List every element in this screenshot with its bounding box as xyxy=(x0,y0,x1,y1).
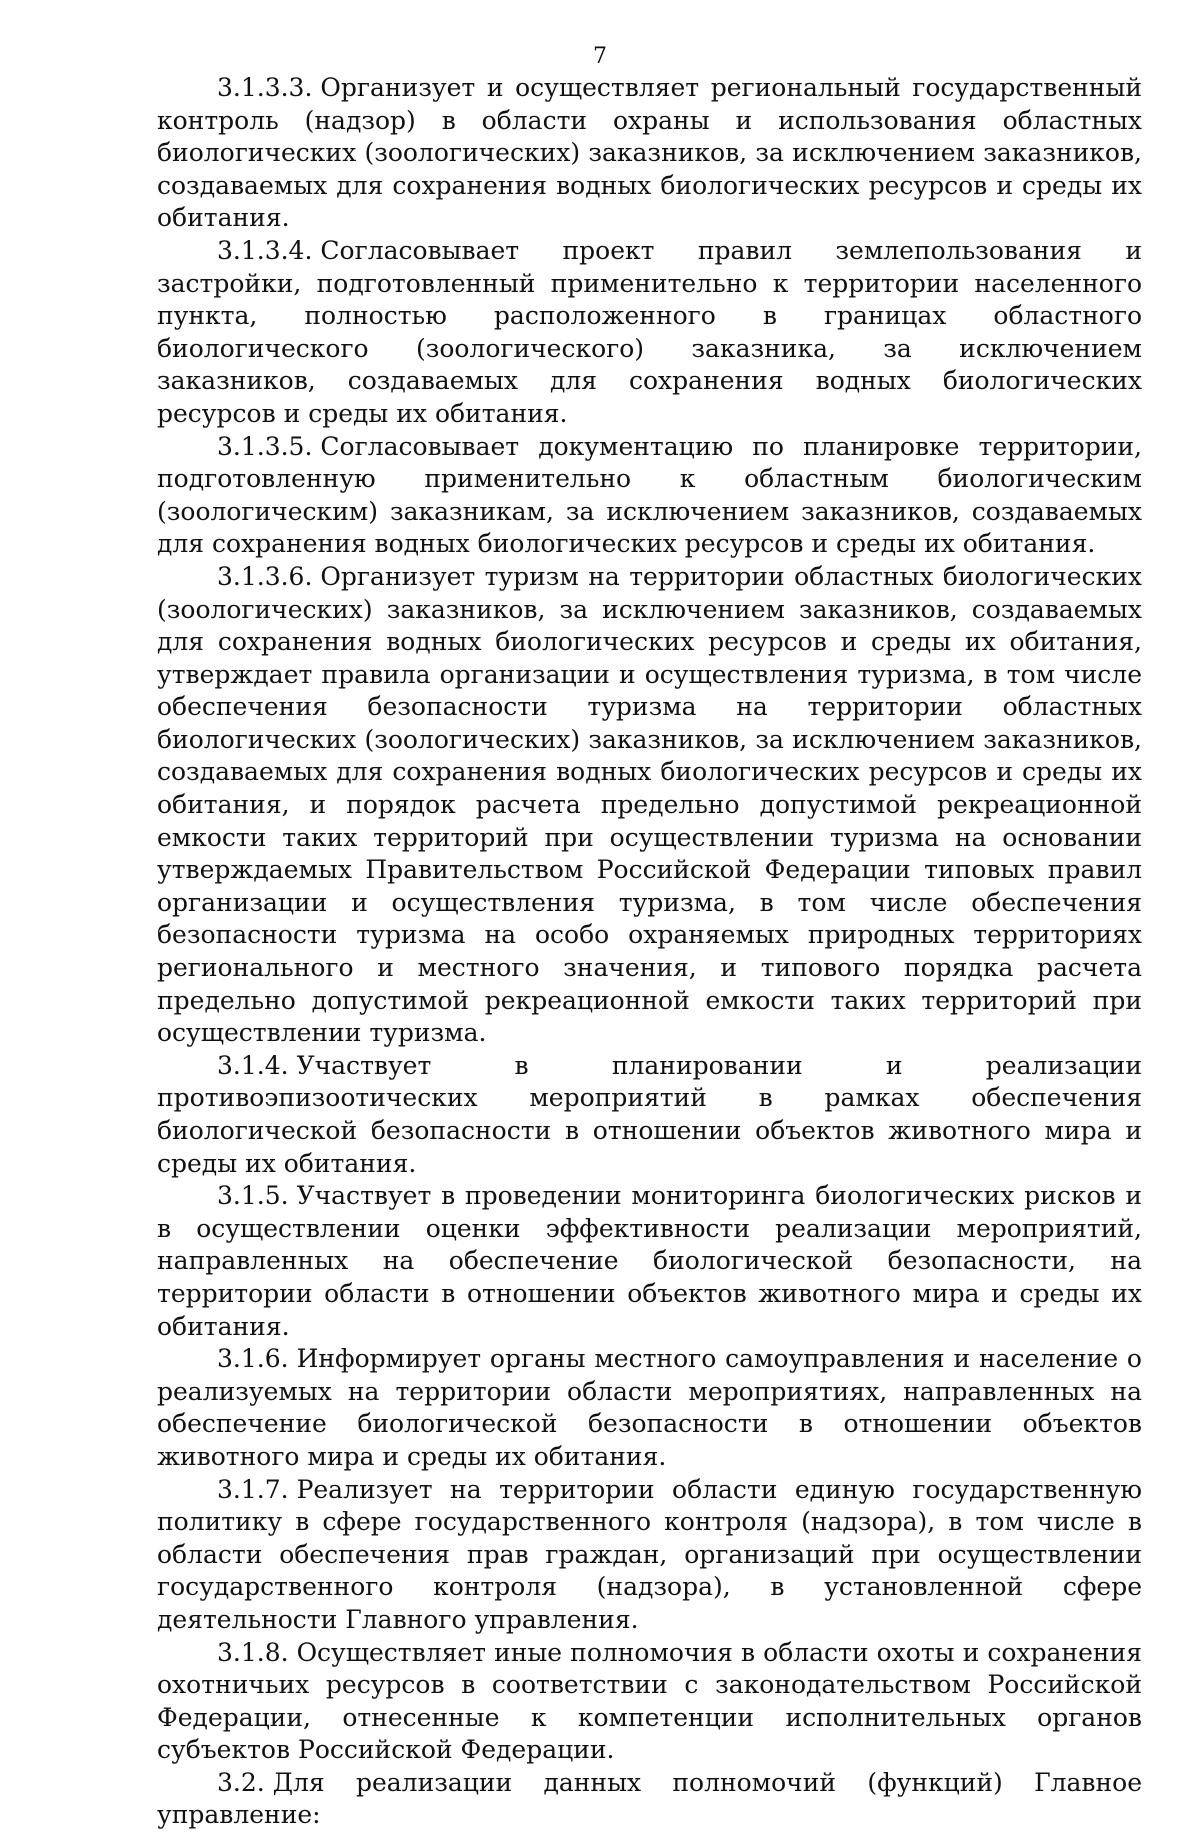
clause-number: 3.1.3.4. xyxy=(217,235,313,265)
clause-text: Реализует на территории области единую государственную политику в сфере государственного контроля (надзора), в том числе в области обеспечения прав граждан, организаций при осуществлении государственного контроля (надзора), в установленной сфере деятельности Главного управления. xyxy=(157,1474,1142,1634)
clause-number: 3.1.5. xyxy=(217,1181,289,1211)
paragraph-3-1-8 xyxy=(157,1637,1142,1767)
clause-text: Участвует в проведении мониторинга биологических рисков и в осуществлении оценки эффективности реализации мероприятий, направленных на обеспечение биологической безопасности, на территории области в отношении объектов животного мира и среды их обитания. xyxy=(157,1181,1142,1341)
paragraph-3-1-3-3 xyxy=(157,72,1142,235)
paragraph-3-2 xyxy=(157,1767,1142,1832)
clause-number: 3.1.3.3. xyxy=(217,73,313,102)
paragraph-3-1-7 xyxy=(157,1474,1142,1637)
clause-number: 3.1.8. xyxy=(217,1637,289,1667)
clause-text: Согласовывает проект правил землепользования и застройки, подготовленный применительно к территории населенного пункта, полностью расположенного в границах областного биологического (зоологического) заказника, за исключением заказников, создаваемых для сохранения водных биологических ресурсов и среды их обитания. xyxy=(157,235,1142,428)
paragraph-3-1-6 xyxy=(157,1343,1142,1473)
clause-number: 3.1.4. xyxy=(217,1050,289,1080)
clause-number: 3.1.3.6. xyxy=(217,561,313,591)
paragraph-3-1-5 xyxy=(157,1180,1142,1343)
paragraph-3-1-3-5 xyxy=(157,431,1142,561)
clause-number: 3.1.6. xyxy=(217,1344,289,1374)
clause-number: 3.2. xyxy=(217,1767,265,1797)
clause-text: Организует и осуществляет региональный государственный контроль (надзор) в области охраны и использования областных биологических (зоологических) заказников, за исключением заказников, создаваемых для сохранения водных биологических ресурсов и среды их обитания. xyxy=(157,73,1142,233)
paragraph-3-1-3-4 xyxy=(157,235,1142,431)
page-number: 7 xyxy=(593,44,607,69)
clause-text: Информирует органы местного самоуправления и население о реализуемых на территории области мероприятиях, направленных на обеспечение биологической безопасности в отношении объектов животного мира и среды их обитания. xyxy=(157,1344,1142,1471)
clause-text: Согласовывает документацию по планировке территории, подготовленную применительно к областным биологическим (зоологическим) заказникам, за исключением заказников, создаваемых для сохранения водных биологических ресурсов и среды их обитания. xyxy=(157,431,1142,559)
paragraph-3-1-3-6 xyxy=(157,561,1142,1050)
clause-text: Организует туризм на территории областных биологических (зоологических) заказников, за исключением заказников, создаваемых для сохранения водных биологических ресурсов и среды их обитания, утверждает правила организации и осуществления туризма, в том числе обеспечения безопасности туризма на территории областных биологических (зоологических) заказников, за исключением заказников, создаваемых для сохранения водных биологических ресурсов и среды их обитания, и порядок расчета предельно допустимой рекреационной емкости таких территорий при осуществлении туризма на основании утверждаемых Правительством Российской Федерации типовых правил организации и осуществления туризма, в том числе обеспечения безопасности туризма на особо охраняемых природных территориях регионального и местного значения, и типового порядка расчета предельно допустимой рекреационной емкости таких территорий при осуществлении туризма. xyxy=(157,561,1142,1048)
clause-text: Участвует в планировании и реализации противоэпизоотических мероприятий в рамках обеспечения биологической безопасности в отношении объектов животного мира и среды их обитания. xyxy=(157,1050,1142,1178)
paragraph-3-1-4 xyxy=(157,1050,1142,1180)
document-body xyxy=(157,72,1142,1832)
clause-text: Осуществляет иные полномочия в области охоты и сохранения охотничьих ресурсов в соответствии с законодательством Российской Федерации, отнесенные к компетенции исполнительных органов субъектов Российской Федерации. xyxy=(157,1637,1142,1765)
clause-number: 3.1.7. xyxy=(217,1474,289,1504)
clause-number: 3.1.3.5. xyxy=(217,431,313,461)
clause-text: Для реализации данных полномочий (функций) Главное управление: xyxy=(157,1767,1142,1830)
